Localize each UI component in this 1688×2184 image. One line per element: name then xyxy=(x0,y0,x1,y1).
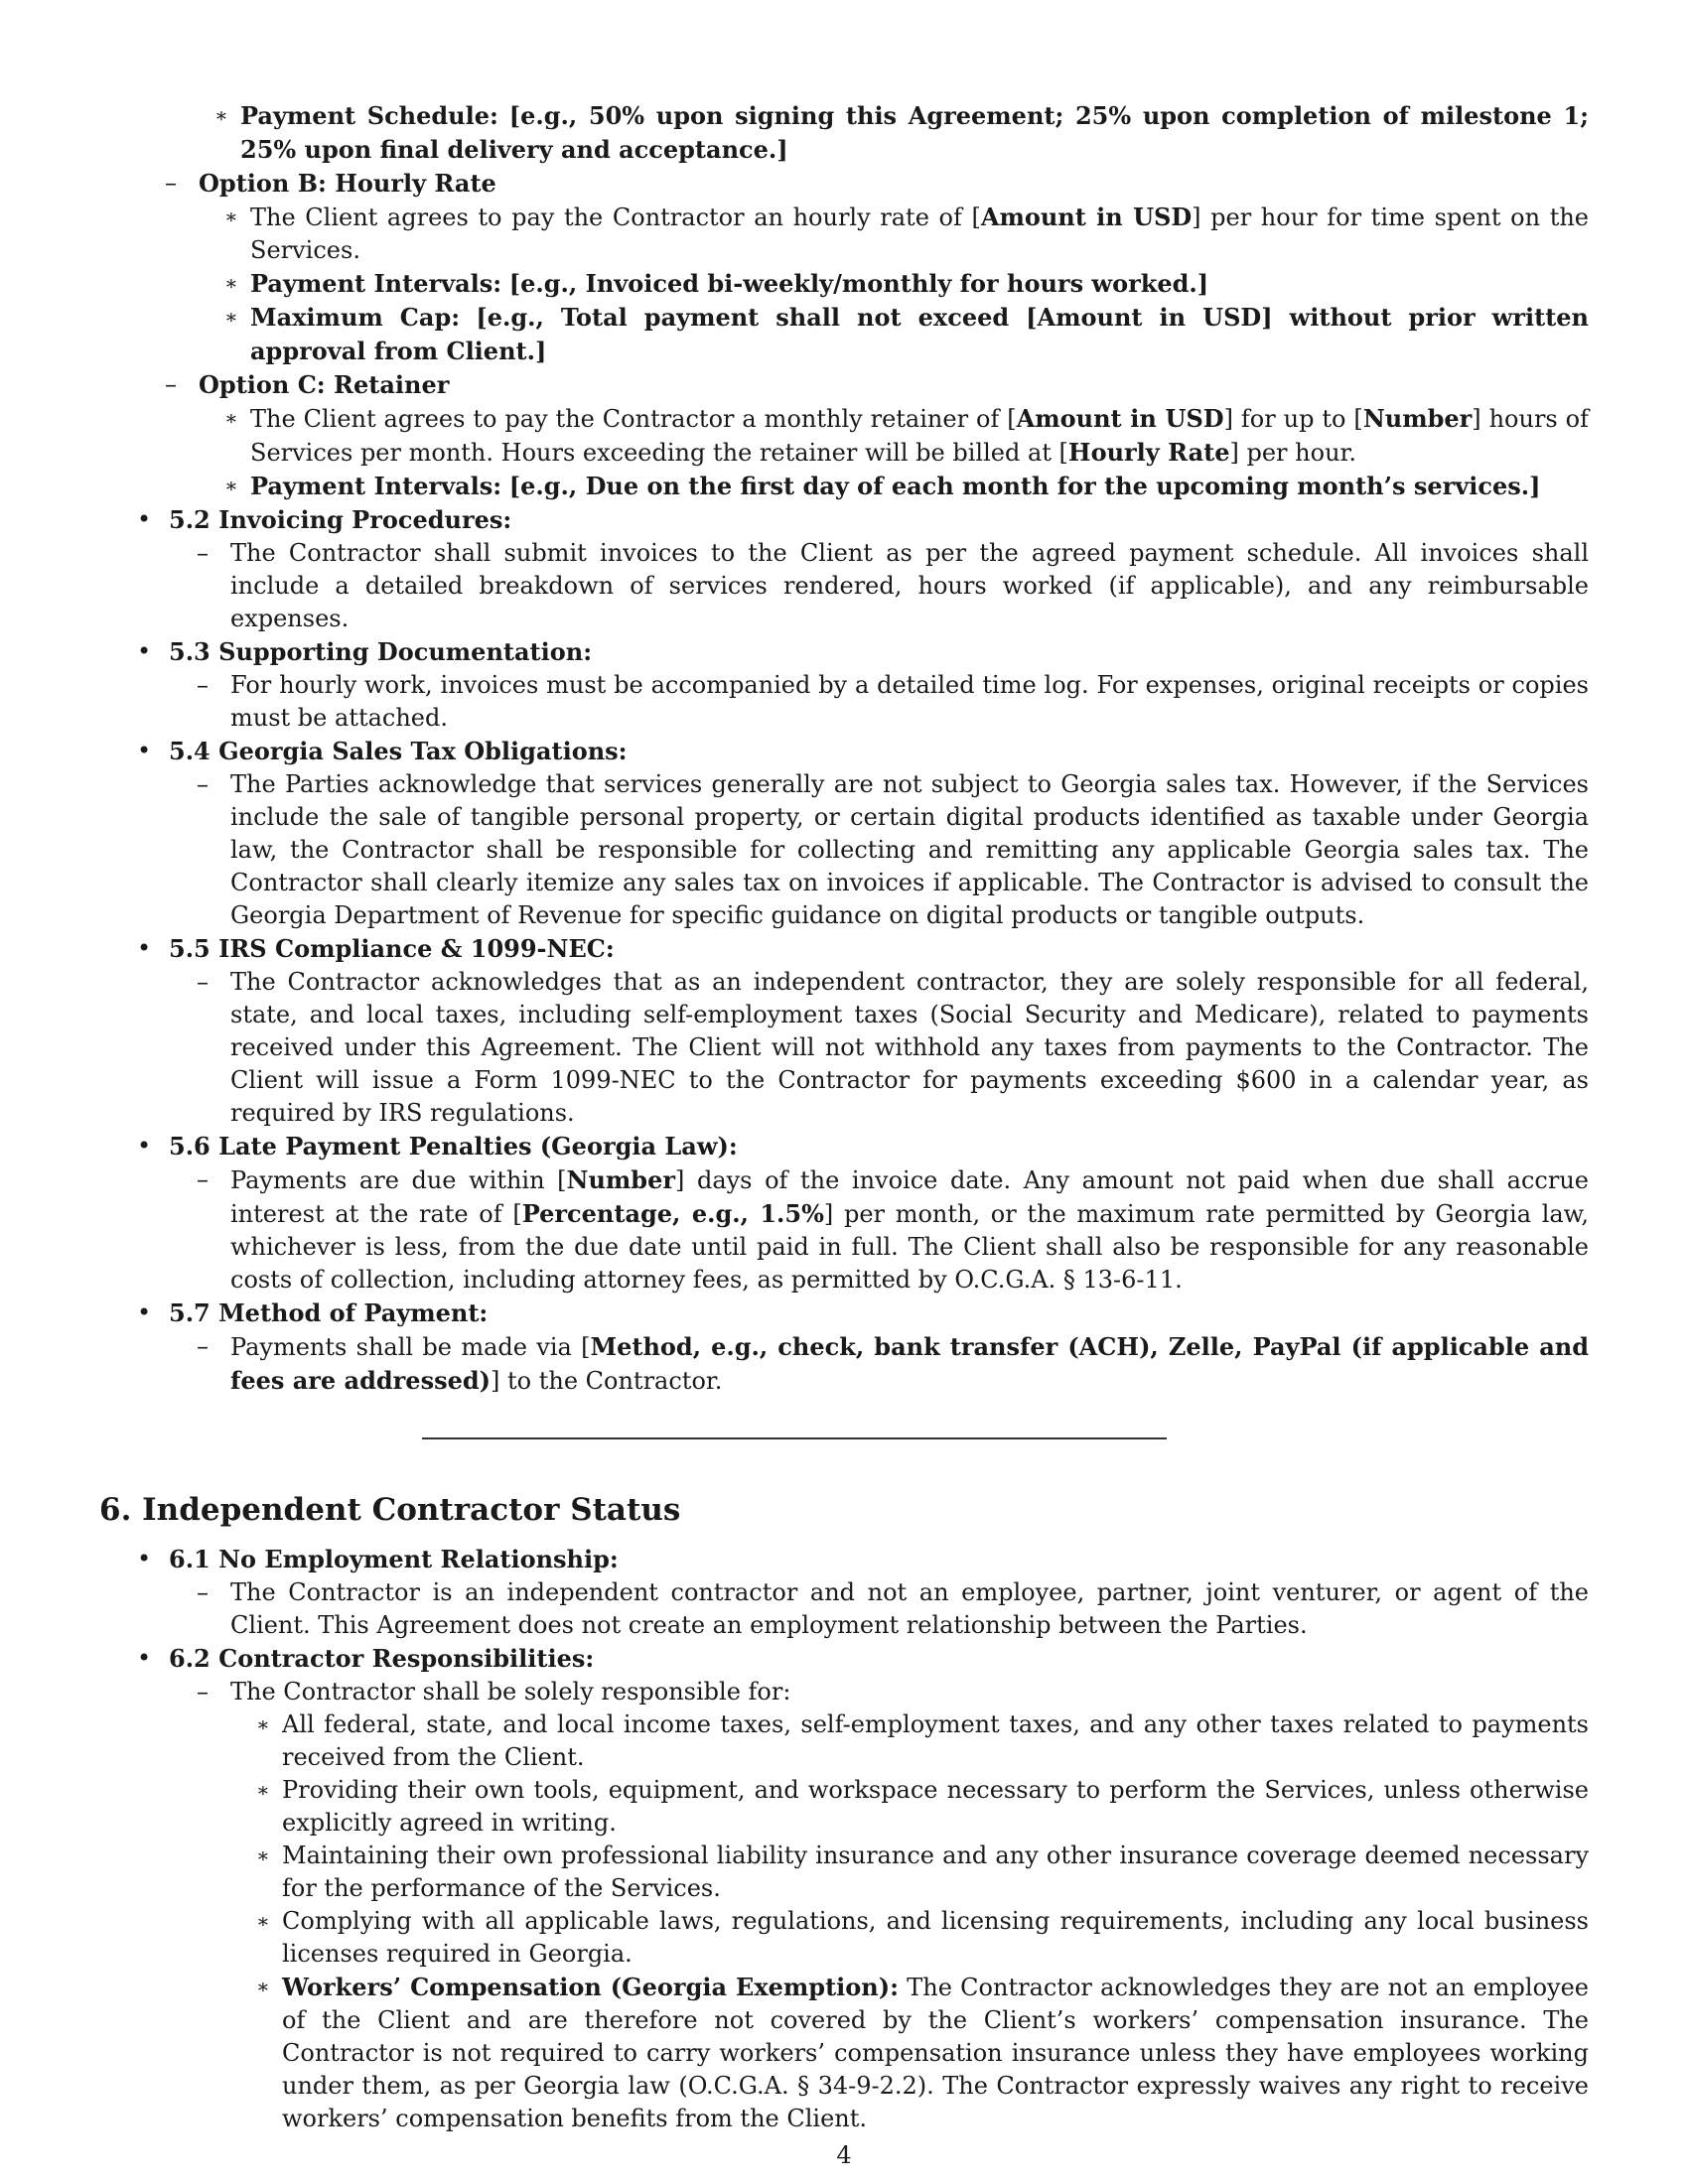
workers-compensation-item xyxy=(230,1971,1589,2135)
intervals-text: [e.g., Invoiced bi-weekly/monthly for hours worked.] xyxy=(508,269,1209,298)
section-5-6-item xyxy=(169,1163,1589,1297)
section-6-1-body xyxy=(169,1576,1589,1642)
section-5-6-title: 5.6 Late Payment Penalties (Georgia Law): xyxy=(169,1132,738,1160)
section-5-7-text-1: Payments shall be made via [ xyxy=(230,1333,591,1361)
section-5-list xyxy=(99,503,1589,1398)
option-list xyxy=(99,167,1589,503)
responsibility-text: Complying with all applicable laws, regulations, and licensing requirements, including any local business licenses required in Georgia. xyxy=(282,1907,1589,1968)
responsibilities-list xyxy=(230,1708,1589,2135)
section-5-6-text-3: ] per month, or the maximum rate permitted by Georgia law, whichever is less, from the due date until paid in full. The Client shall also be responsible for any reasonable costs of collection, including attorney fees, as permitted by O.C.G.A. § 13-6-11. xyxy=(230,1200,1590,1294)
hourly-text-1: The Client agrees to pay the Contractor an hourly rate of [ xyxy=(250,204,981,231)
star-marker: ∗ xyxy=(224,205,238,228)
star-marker: ∗ xyxy=(256,1975,270,1998)
responsibility-text: All federal, state, and local income taxes, self-employment taxes, and any other taxes related to payments received from the Client. xyxy=(282,1710,1589,1771)
hourly-amount: Amount in USD xyxy=(980,203,1193,231)
page-content xyxy=(99,99,1589,2135)
section-5-5-body xyxy=(169,966,1589,1130)
dash-marker: – xyxy=(165,169,177,197)
section-5-6-text-1: Payments are due within [ xyxy=(230,1166,567,1194)
section-6-2 xyxy=(99,1642,1589,2135)
section-6-heading: 6. Independent Contractor Status xyxy=(99,1492,681,1528)
section-5-2-body xyxy=(169,537,1589,635)
section-5-6-text-2: ] days of the invoice date. Any amount not paid when due shall accrue interest at the rate of [ xyxy=(230,1166,1589,1228)
payment-intervals-item xyxy=(199,267,1589,301)
dash-marker: – xyxy=(197,1578,209,1606)
cap-text: [e.g., Total payment shall not exceed [Amount in USD] without prior written approval from Client.] xyxy=(250,303,1589,365)
star-marker: ∗ xyxy=(256,1712,270,1736)
payment-options-list xyxy=(99,99,1589,167)
dash-marker: – xyxy=(197,968,209,996)
section-6-2-intro: The Contractor shall be solely responsible for: xyxy=(230,1678,791,1706)
section-5-6-percentage: Percentage, e.g., 1.5% xyxy=(521,1199,824,1228)
payment-schedule-item xyxy=(189,99,1589,167)
responsibility-item xyxy=(230,1774,1589,1840)
section-5-2-text: The Contractor shall submit invoices to the Client as per the agreed payment schedule. All invoices shall include a detailed breakdown of services rendered, hours worked (if applicable), and any reimbursable expenses. xyxy=(230,539,1589,632)
responsibility-item xyxy=(230,1840,1589,1905)
responsibility-text: Providing their own tools, equipment, and workspace necessary to perform the Services, unless otherwise explicitly agreed in writing. xyxy=(282,1776,1589,1837)
section-5-2-item xyxy=(169,537,1589,635)
section-6-1-text: The Contractor is an independent contractor and not an employee, partner, joint venturer, or agent of the Client. This Agreement does not create an employment relationship between the Parties. xyxy=(230,1578,1589,1639)
section-5-4 xyxy=(99,735,1589,932)
star-marker: ∗ xyxy=(224,474,238,497)
intervals-label: Payment Intervals: xyxy=(250,269,502,298)
star-marker: ∗ xyxy=(256,1909,270,1933)
section-6-1-title: 6.1 No Employment Relationship: xyxy=(169,1545,619,1573)
section-5-7-method: Method, e.g., check, bank transfer (ACH), Zelle, PayPal (if applicable and fees are addressed) xyxy=(230,1332,1589,1395)
bullet-marker: • xyxy=(137,1298,152,1326)
star-marker: ∗ xyxy=(224,305,238,329)
retainer-number: Number xyxy=(1362,404,1473,433)
hourly-rate-item xyxy=(199,201,1589,267)
bullet-marker: • xyxy=(137,1132,152,1160)
option-b xyxy=(137,167,1589,368)
bullet-marker: • xyxy=(137,737,152,764)
option-c xyxy=(137,368,1589,503)
section-6-2-item xyxy=(169,1676,1589,2135)
option-b-title: Option B: Hourly Rate xyxy=(199,169,496,198)
dash-marker: – xyxy=(197,1165,209,1193)
section-6-1 xyxy=(99,1543,1589,1642)
dash-marker: – xyxy=(197,1678,209,1706)
section-5-2-title: 5.2 Invoicing Procedures: xyxy=(169,505,512,534)
star-marker: ∗ xyxy=(214,103,228,127)
bullet-marker: • xyxy=(137,505,152,533)
section-5-2 xyxy=(99,503,1589,635)
section-5-6-body xyxy=(169,1163,1589,1297)
section-5-3-item xyxy=(169,669,1589,735)
horizontal-rule xyxy=(422,1437,1167,1439)
section-5-5-item xyxy=(169,966,1589,1130)
option-c-title: Option C: Retainer xyxy=(199,370,450,399)
payment-schedule-value: [e.g., 50% upon signing this Agreement; 25% upon completion of milestone 1; 25% upon final delivery and acceptance.] xyxy=(240,101,1590,164)
star-marker: ∗ xyxy=(224,406,238,430)
star-marker: ∗ xyxy=(256,1843,270,1867)
dash-marker: – xyxy=(197,770,209,798)
section-5-4-text: The Parties acknowledge that services generally are not subject to Georgia sales tax. However, if the Services include the sale of tangible personal property, or certain digital products identified as taxable under Georgia law, the Contractor shall be responsible for collecting and remitting any applicable Georgia sales tax. The Contractor shall clearly itemize any sales tax on invoices if applicable. The Contractor is advised to consult the Georgia Department of Revenue for specific guidance on digital products or tangible outputs. xyxy=(230,770,1589,929)
section-5-5-title: 5.5 IRS Compliance & 1099-NEC: xyxy=(169,934,615,963)
workers-compensation-label: Workers’ Compensation (Georgia Exemption): xyxy=(282,1973,899,2001)
section-5-5-text: The Contractor acknowledges that as an independent contractor, they are solely responsible for all federal, state, and local taxes, including self-employment taxes (Social Security and Medicare), related to payments received under this Agreement. The Client will not withhold any taxes from payments to the Contractor. The Client will issue a Form 1099-NEC to the Contractor for payments exceeding $600 in a calendar year, as required by IRS regulations. xyxy=(230,968,1589,1127)
bullet-marker: • xyxy=(137,1545,152,1572)
section-5-7-body xyxy=(169,1330,1589,1398)
retainer-text-2: ] for up to [ xyxy=(1223,405,1363,433)
retainer-rate: Hourly Rate xyxy=(1067,438,1230,467)
section-6-2-title: 6.2 Contractor Responsibilities: xyxy=(169,1644,595,1673)
dash-marker: – xyxy=(197,1332,209,1360)
section-5-7-title: 5.7 Method of Payment: xyxy=(169,1298,489,1327)
section-5-3-title: 5.3 Supporting Documentation: xyxy=(169,637,593,666)
section-5-3-body xyxy=(169,669,1589,735)
retainer-item xyxy=(199,402,1589,470)
cap-label: Maximum Cap: xyxy=(250,303,461,332)
section-5-7-text-2: ] to the Contractor. xyxy=(491,1367,723,1395)
retainer-intervals-item xyxy=(199,470,1589,503)
retainer-intervals-label: Payment Intervals: xyxy=(250,472,502,500)
section-5-7 xyxy=(99,1297,1589,1398)
page-number: 4 xyxy=(836,2141,852,2169)
retainer-text-4: ] per hour. xyxy=(1229,439,1356,467)
payment-schedule-label: Payment Schedule: xyxy=(240,101,498,130)
star-marker: ∗ xyxy=(256,1778,270,1802)
option-b-sublist xyxy=(199,201,1589,368)
section-5-3-text: For hourly work, invoices must be accompanied by a detailed time log. For expenses, original receipts or copies must be attached. xyxy=(230,671,1589,732)
dash-marker: – xyxy=(165,370,177,398)
section-5-6 xyxy=(99,1130,1589,1297)
responsibility-text: Maintaining their own professional liability insurance and any other insurance coverage deemed necessary for the performance of the Services. xyxy=(282,1842,1589,1902)
section-6-list xyxy=(99,1543,1589,2135)
section-6-2-body xyxy=(169,1676,1589,2135)
dash-marker: – xyxy=(197,539,209,567)
retainer-text-3: ] hours of Services per month. Hours exceeding the retainer will be billed at [ xyxy=(250,405,1590,467)
bullet-marker: • xyxy=(137,1644,152,1672)
section-5-3 xyxy=(99,635,1589,735)
section-5-4-item xyxy=(169,768,1589,932)
responsibility-item xyxy=(230,1905,1589,1971)
retainer-text-1: The Client agrees to pay the Contractor a monthly retainer of [ xyxy=(250,405,1017,433)
retainer-intervals-text: [e.g., Due on the first day of each month for the upcoming month’s services.] xyxy=(508,472,1541,500)
retainer-amount: Amount in USD xyxy=(1016,404,1224,433)
section-5-6-number: Number xyxy=(566,1165,675,1194)
responsibility-item xyxy=(230,1708,1589,1774)
dash-marker: – xyxy=(197,671,209,699)
bullet-marker: • xyxy=(137,934,152,962)
hourly-text-2: ] per hour for time spent on the Services. xyxy=(250,204,1590,264)
option-c-sublist xyxy=(199,402,1589,503)
section-5-7-item xyxy=(169,1330,1589,1398)
section-6-1-item xyxy=(169,1576,1589,1642)
workers-compensation-text: The Contractor acknowledges they are not an employee of the Client and are therefore not covered by the Client’s workers’ compensation insurance. The Contractor is not required to carry workers’ compensation insurance unless they have employees working under them, as per Georgia law (O.C.G.A. § 34-9-2.2). The Contractor expressly waives any right to receive workers’ compensation benefits from the Client. xyxy=(282,1974,1589,2132)
payment-schedule-text xyxy=(240,99,1589,167)
section-5-4-body xyxy=(169,768,1589,932)
bullet-marker: • xyxy=(137,637,152,665)
star-marker: ∗ xyxy=(224,271,238,295)
section-5-5 xyxy=(99,932,1589,1130)
maximum-cap-item xyxy=(199,301,1589,368)
section-5-4-title: 5.4 Georgia Sales Tax Obligations: xyxy=(169,737,628,765)
